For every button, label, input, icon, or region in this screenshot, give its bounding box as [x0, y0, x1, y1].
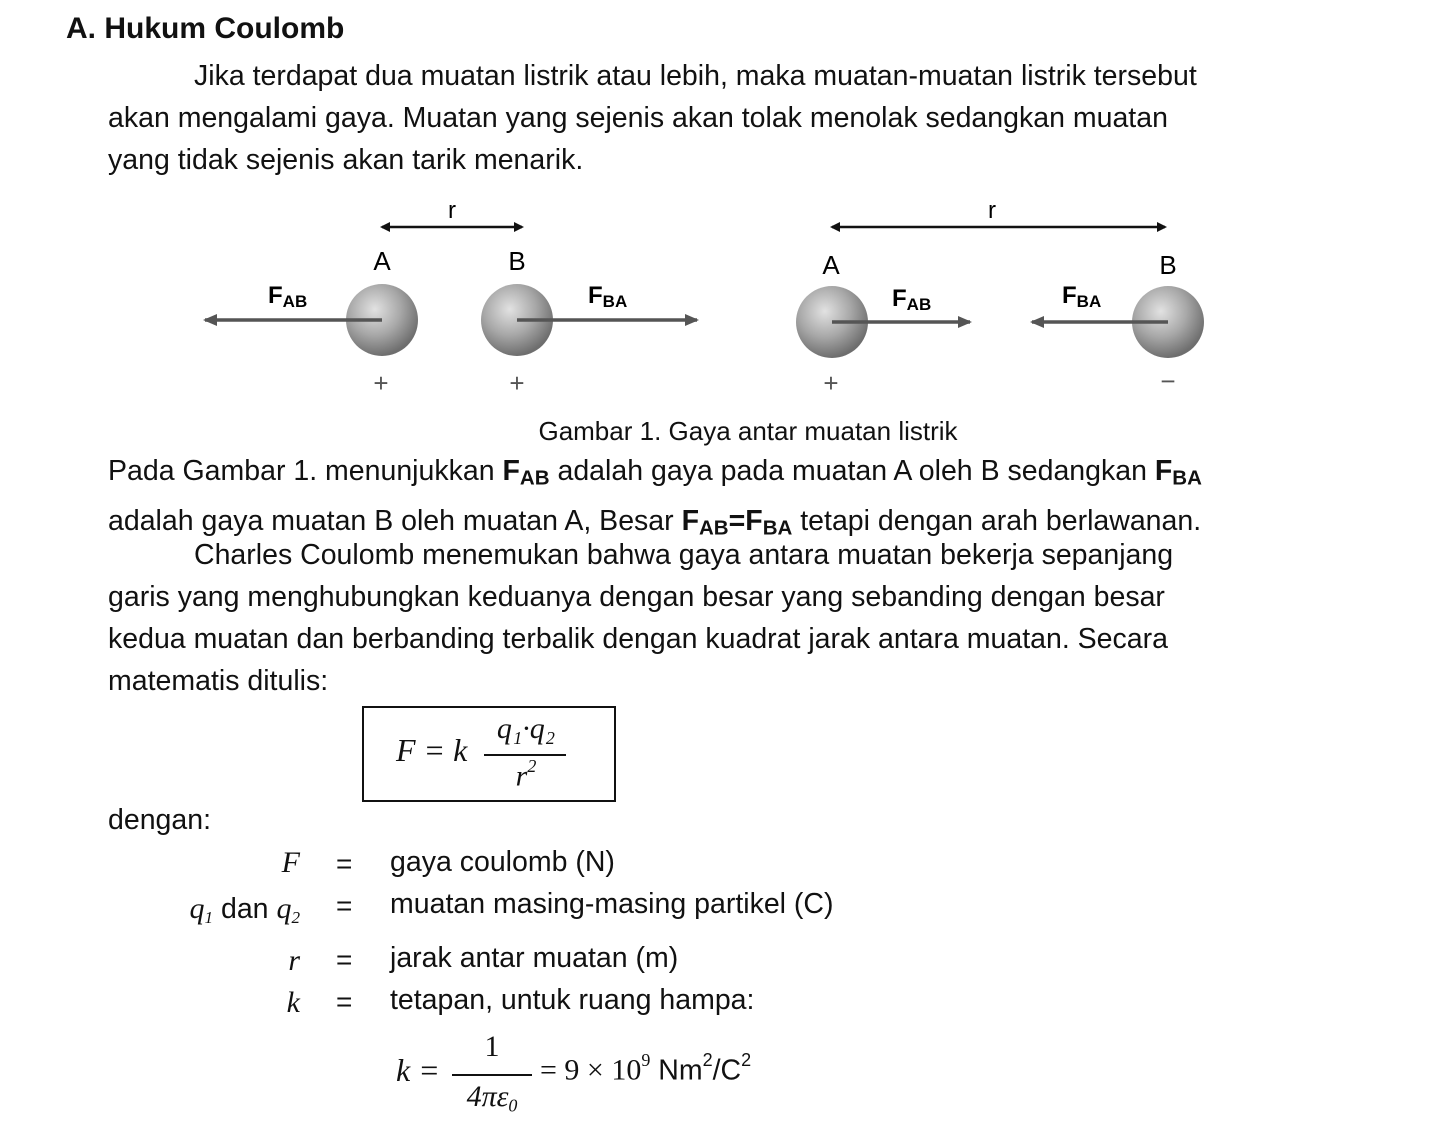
dengan-label: dengan: — [108, 804, 212, 836]
intro-line: Jika terdapat dua muatan listrik atau lebih, maka muatan-muatan listrik tersebut — [194, 60, 1197, 92]
intro-line: yang tidak sejenis akan tarik menarik. — [108, 144, 584, 176]
k-formula-numerator: 1 — [484, 1030, 500, 1063]
def-equals: = — [336, 890, 353, 921]
def-symbol-f: F — [281, 846, 300, 879]
formula-lhs: F = k — [396, 732, 468, 768]
figure-caption: Gambar 1. Gaya antar muatan listrik — [538, 416, 958, 446]
def-text-f: gaya coulomb (N) — [390, 846, 615, 878]
force-symbol-fba: $F_{BA}$ — [1154, 455, 1202, 490]
formula-denominator: $r^2$ — [515, 756, 537, 793]
coulomb-force-diagram — [0, 190, 1450, 410]
def-text-q: muatan masing-masing partikel (C) — [390, 888, 834, 920]
formula-numerator: q₁·q₂ — [496, 712, 556, 745]
charge-sign-a-right: + — [823, 368, 839, 398]
charge-label-a-right: A — [822, 250, 840, 280]
distance-label-left: r — [448, 197, 456, 224]
def-symbol-r: r — [288, 944, 300, 977]
distance-label-right: r — [988, 197, 996, 224]
explanation-line — [108, 450, 1388, 500]
text-run: adalah gaya muatan B oleh muatan A, Besar — [108, 504, 682, 537]
text-run: Pada Gambar 1. menunjukkan — [108, 455, 503, 487]
def-equals: = — [336, 986, 353, 1017]
k-formula-rhs: = $9 \times 10^9$ $Nm^2/C^2$ — [540, 1050, 752, 1087]
intro-line: akan mengalami gaya. Muatan yang sejenis akan tolak menolak sedangkan muatan — [108, 102, 1168, 134]
def-text-k: tetapan, untuk ruang hampa: — [390, 984, 755, 1016]
force-label-ab-left: FAB — [268, 282, 308, 311]
coulomb-line: matematis ditulis: — [108, 665, 329, 697]
k-formula-fraction-bar — [452, 1074, 532, 1076]
def-text-r: jarak antar muatan (m) — [390, 942, 679, 974]
force-equality: $F_{AB}=F_{BA}$ — [681, 504, 793, 539]
charge-sign-a-left: + — [373, 368, 389, 398]
def-symbol-k: k — [286, 986, 300, 1019]
coulomb-line: Charles Coulomb menemukan bahwa gaya antara muatan bekerja sepanjang — [194, 539, 1174, 571]
coulomb-line: kedua muatan dan berbanding terbalik dengan kuadrat jarak antara muatan. Secara — [108, 623, 1168, 655]
section-heading: A. Hukum Coulomb — [66, 12, 345, 45]
coulomb-line: garis yang menghubungkan keduanya dengan besar yang sebanding dengan besar — [108, 581, 1165, 613]
force-label-ab-right: FAB — [892, 285, 932, 314]
charge-sign-b-right: − — [1160, 366, 1176, 396]
charge-sign-b-left: + — [509, 368, 525, 398]
def-symbol-q: q1 dan q2 — [189, 892, 300, 928]
charge-label-b-right: B — [1159, 250, 1177, 280]
intro-paragraph — [108, 55, 1388, 181]
force-label-ba-right: FBA — [1062, 282, 1102, 311]
force-symbol-fab: $F_{AB}$ — [502, 455, 550, 490]
def-equals: = — [336, 848, 353, 879]
charge-label-a-left: A — [373, 246, 391, 276]
charge-label-b-left: B — [508, 246, 526, 276]
coulomb-paragraph — [108, 534, 1388, 702]
text-run: tetapi dengan arah berlawanan. — [792, 504, 1202, 537]
k-formula-denominator: 4πε0 — [466, 1080, 518, 1116]
text-run: adalah gaya pada muatan A oleh B sedangkan — [549, 455, 1155, 487]
k-formula-lhs: k = — [396, 1052, 440, 1088]
force-label-ba-left: FBA — [588, 282, 628, 311]
def-equals: = — [336, 944, 353, 975]
